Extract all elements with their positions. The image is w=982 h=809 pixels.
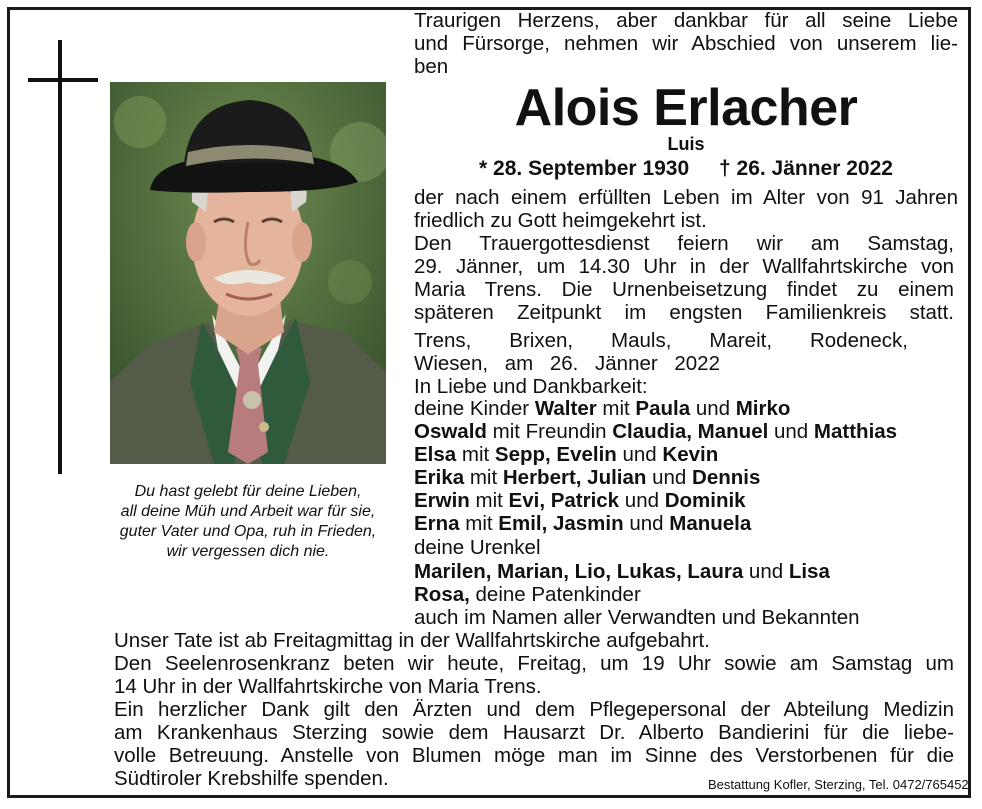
family-text: deine Urenkel — [414, 536, 541, 559]
family-text: und — [623, 512, 670, 535]
body-line: 29. Jänner, um 14.30 Uhr in der Wallfahrtskirche von — [414, 255, 954, 278]
caption-line: guter Vater und Opa, ruh in Frieden, — [119, 523, 377, 540]
family-text: und — [743, 560, 789, 583]
body-line: friedlich zu Gott heimgekehrt ist. — [414, 209, 707, 232]
cross-icon-vertical — [58, 40, 62, 474]
family-text: deine Patenkinder — [469, 583, 641, 606]
family-text: und — [619, 489, 665, 512]
family-text: und — [646, 466, 693, 489]
body-line: Trens, Brixen, Mauls, Mareit, Rodeneck, — [414, 329, 908, 352]
caption-line: Du hast gelebt für deine Lieben, — [134, 483, 362, 500]
memorial-caption — [106, 482, 390, 562]
closing-line: Den Seelenrosenkranz beten wir heute, Freitag, um 19 Uhr sowie am Samstag um — [114, 652, 954, 675]
family-name: Herbert, Julian — [502, 466, 647, 489]
closing-line: Südtiroler Krebshilfe spenden. — [114, 767, 389, 790]
death-date: † 26. Jänner 2022 — [719, 157, 893, 180]
portrait-photo — [110, 82, 386, 464]
deceased-name: Alois Erlacher — [514, 79, 858, 137]
family-line — [414, 561, 830, 584]
family-name: Erika — [414, 466, 465, 489]
family-name: Manuela — [669, 512, 752, 535]
family-line — [414, 513, 751, 536]
family-text: mit — [459, 512, 499, 535]
body-line: In Liebe und Dankbarkeit: — [414, 375, 648, 398]
family-name: Elsa — [414, 443, 457, 466]
body-line: Den Trauergottesdienst feiern wir am Samstag, — [414, 232, 954, 255]
family-line — [414, 584, 641, 607]
body-line: der nach einem erfüllten Leben im Alter von 91 Jahren — [414, 186, 958, 209]
family-name: Paula — [635, 397, 691, 420]
closing-line: am Krankenhaus Sterzing sowie dem Hausarzt Dr. Alberto Bandierini für die liebe- — [114, 721, 954, 744]
family-text: deine Kinder — [414, 397, 535, 420]
caption-line: wir vergessen dich nie. — [166, 543, 330, 560]
closing-line: Unser Tate ist ab Freitagmittag in der Wallfahrtskirche aufgebahrt. — [114, 629, 710, 652]
family-name: Evi, Patrick — [508, 489, 620, 512]
family-text: mit — [469, 489, 509, 512]
family-name: Oswald — [414, 420, 487, 443]
funeral-home-note: Bestattung Kofler, Sterzing, Tel. 0472/765452 — [708, 777, 969, 792]
family-line — [414, 398, 790, 421]
family-text: und — [768, 420, 814, 443]
body-line: Wiesen, am 26. Jänner 2022 — [414, 352, 720, 375]
caption-line: all deine Müh und Arbeit war für sie, — [120, 503, 376, 520]
family-text: mit — [456, 443, 495, 466]
family-name: Kevin — [662, 443, 719, 466]
family-name: Erwin — [414, 489, 470, 512]
family-name: Mirko — [735, 397, 791, 420]
family-name: Erna — [414, 512, 460, 535]
family-name: Lisa — [788, 560, 830, 583]
family-line — [414, 537, 541, 560]
family-text: auch im Namen aller Verwandten und Bekannten — [414, 606, 860, 629]
family-name: Dominik — [664, 489, 746, 512]
family-line — [414, 421, 897, 444]
cross-icon-horizontal — [28, 78, 98, 82]
life-dates — [414, 156, 958, 182]
closing-line: Ein herzlicher Dank gilt den Ärzten und dem Pflegepersonal der Abteilung Medizin — [114, 698, 954, 721]
intro-line: Traurigen Herzens, aber dankbar für all seine Liebe — [414, 9, 958, 32]
family-text: und — [690, 397, 736, 420]
deceased-nickname: Luis — [667, 134, 705, 154]
family-name: Sepp, Evelin — [494, 443, 617, 466]
family-name: Rosa, — [414, 583, 470, 606]
family-line — [414, 490, 746, 513]
intro-line: und Fürsorge, nehmen wir Abschied von unserem lie- — [414, 32, 958, 55]
family-name: Walter — [534, 397, 597, 420]
family-text: mit — [596, 397, 636, 420]
intro-line: ben — [414, 55, 449, 78]
birth-date: * 28. September 1930 — [479, 157, 690, 180]
family-text: mit — [464, 466, 503, 489]
family-line — [414, 607, 860, 630]
family-line — [414, 467, 760, 490]
family-name: Marilen, Marian, Lio, Lukas, Laura — [414, 560, 744, 583]
closing-line: volle Betreuung. Anstelle von Blumen möge man im Sinne des Verstorbenen für die — [114, 744, 954, 767]
family-line — [414, 444, 718, 467]
family-text: mit Freundin — [486, 420, 613, 443]
family-text: und — [616, 443, 663, 466]
family-name: Claudia, Manuel — [612, 420, 769, 443]
closing-line: 14 Uhr in der Wallfahrtskirche von Maria Trens. — [114, 675, 542, 698]
body-line: Maria Trens. Die Urnenbeisetzung findet zu einem — [414, 278, 954, 301]
family-name: Emil, Jasmin — [498, 512, 624, 535]
body-line: späteren Zeitpunkt im engsten Familienkreis statt. — [414, 301, 954, 324]
family-name: Matthias — [813, 420, 898, 443]
family-name: Dennis — [692, 466, 761, 489]
